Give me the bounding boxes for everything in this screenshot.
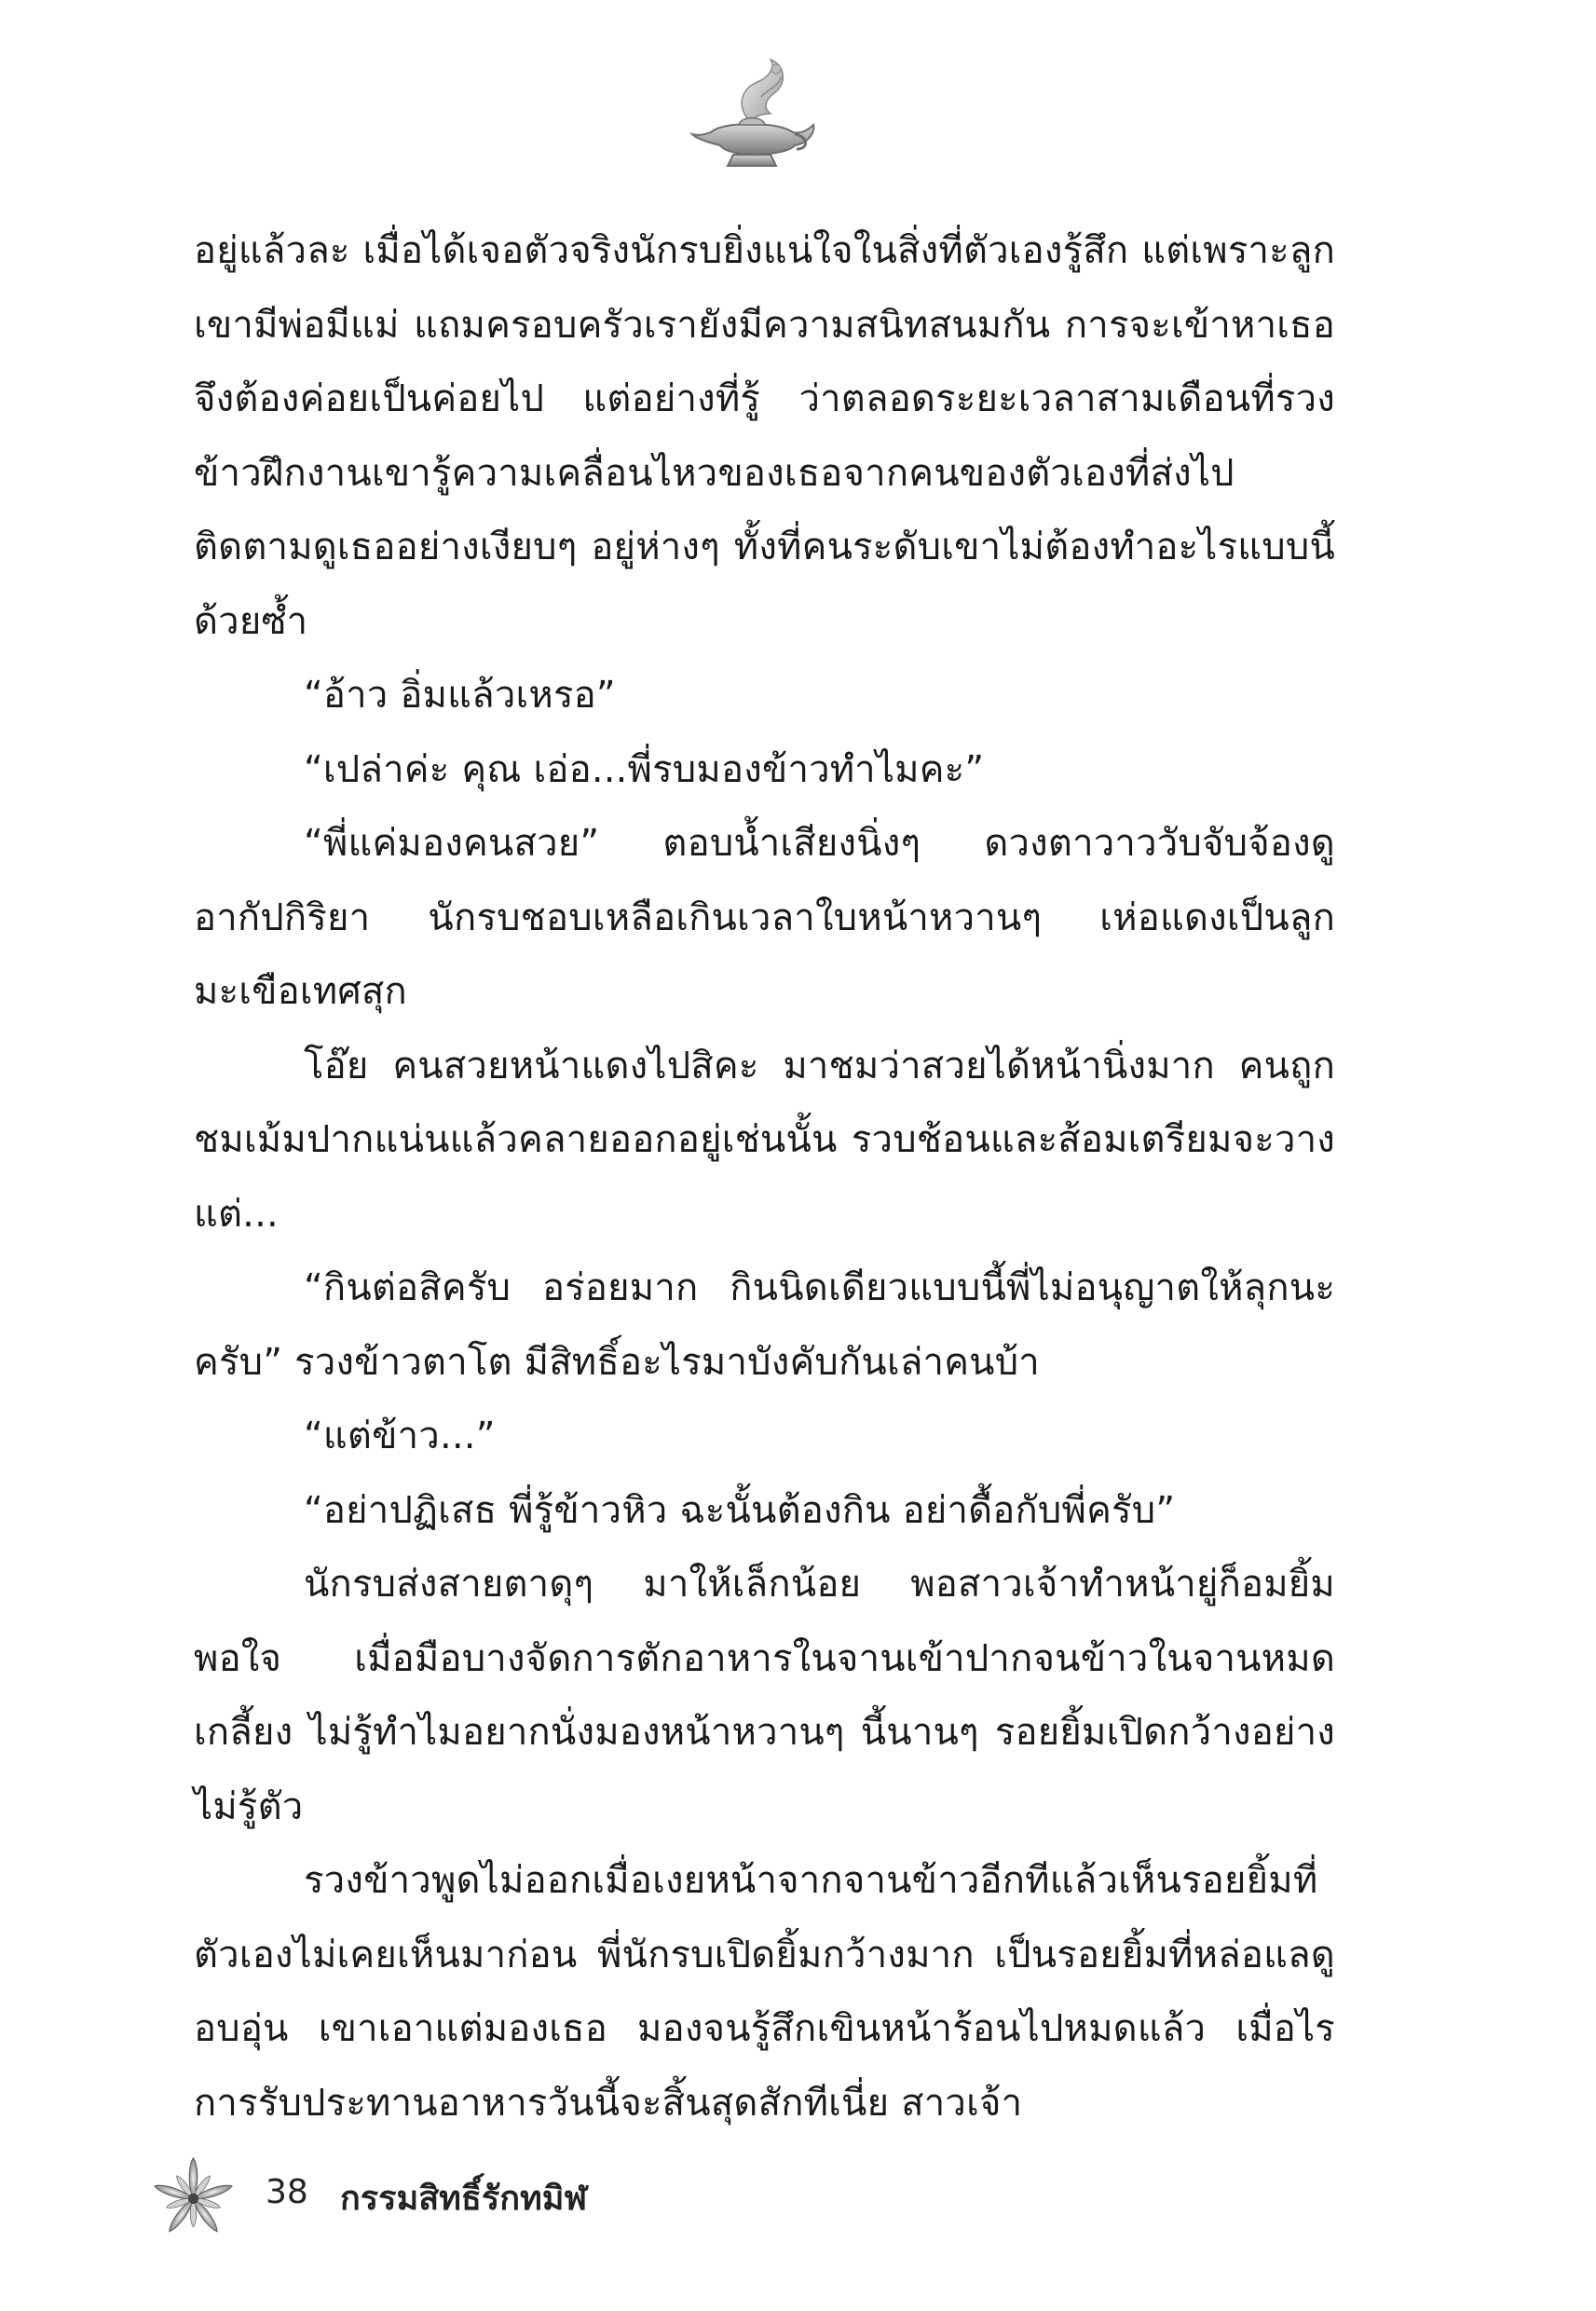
paragraph: “กินต่อสิครับ อร่อยมาก กินนิดเดียวแบบนี้พี่ไม่อนุญาตให้ลุกนะครับ” รวงข้าวตาโต มีสิทธิ์อะไรมาบังคับกันเล่าคนบ้า: [194, 1266, 1335, 1384]
paragraph: โอ๊ย คนสวยหน้าแดงไปสิคะ มาชมว่าสวยได้หน้านิ่งมาก คนถูกชมเม้มปากแน่นแล้วคลายออกอยู่เช่นนั้น รวบช้อนและส้อมเตรียมจะวาง แต่...: [194, 1044, 1335, 1236]
page-number: 38: [266, 2173, 308, 2211]
paragraph: “อ้าว อิ่มแล้วเหรอ”: [304, 674, 616, 717]
paragraph: “เปล่าค่ะ คุณ เอ่อ...พี่รบมองข้าวทำไมคะ”: [304, 747, 985, 791]
paragraph: “อย่าปฏิเสธ พี่รู้ข้าวหิว ฉะนั้นต้องกิน อย่าดื้อกับพี่ครับ”: [304, 1488, 1176, 1532]
paragraph: รวงข้าวพูดไม่ออกเมื่อเงยหน้าจากจานข้าวอีกทีแล้วเห็นรอยยิ้มที่ตัวเองไม่เคยเห็นมาก่อน พี่นักรบเปิดยิ้มกว้างมาก เป็นรอยยิ้มที่หล่อแลดูอบอุ่น เขาเอาแต่มองเธอ มองจนรู้สึกเขินหน้าร้อนไปหมดแล้ว เมื่อไรการรับประทานอาหารวันนี้จะสิ้นสุดสักทีเนี่ย สาวเจ้า: [194, 1859, 1335, 2125]
flower-icon: [149, 2153, 238, 2241]
paragraph: นักรบส่งสายตาดุๆ มาให้เล็กน้อย พอสาวเจ้าทำหน้ายู่ก็อมยิ้มพอใจ เมื่อมือบางจัดการตักอาหารในจานเข้าปากจนข้าวในจานหมดเกลี้ยง ไม่รู้ทำไมอยากนั่งมองหน้าหวานๆ นี้นานๆ รอยยิ้มเปิดกว้างอย่างไม่รู้ตัว: [194, 1563, 1335, 1828]
paragraph: อยู่แล้วละ เมื่อได้เจอตัวจริงนักรบยิ่งแน่ใจในสิ่งที่ตัวเองรู้สึก แต่เพราะลูกเขามีพ่อมีแม่ แถมครอบครัวเรายังมีความสนิทสนมกัน การจะเข้าหาเธอจึงต้องค่อยเป็นค่อยไป แต่อย่างที่รู้ ว่าตลอดระยะเวลาสามเดือนที่รวงข้าวฝึกงานเขารู้ความเคลื่อนไหวของเธอจากคนของตัวเองที่ส่งไปติดตามดูเธออย่างเงียบๆ อยู่ห่างๆ ทั้งที่คนระดับเขาไม่ต้องทำอะไรแบบนี้ด้วยซ้ำ: [194, 229, 1335, 643]
paragraph: “พี่แค่มองคนสวย” ตอบน้ำเสียงนิ่งๆ ดวงตาวาววับจับจ้องดูอากัปกิริยา นักรบชอบเหลือเกินเวลาใบหน้าหวานๆ เห่อแดงเป็นลูกมะเขือเทศสุก: [194, 822, 1335, 1013]
page-footer: [149, 2153, 801, 2236]
book-title: กรรมสิทธิ์รักทมิฬ: [340, 2180, 588, 2218]
magic-lamp-icon: [685, 56, 825, 177]
paragraph: “แต่ข้าว...”: [304, 1415, 496, 1457]
body-text: [194, 214, 1335, 2140]
